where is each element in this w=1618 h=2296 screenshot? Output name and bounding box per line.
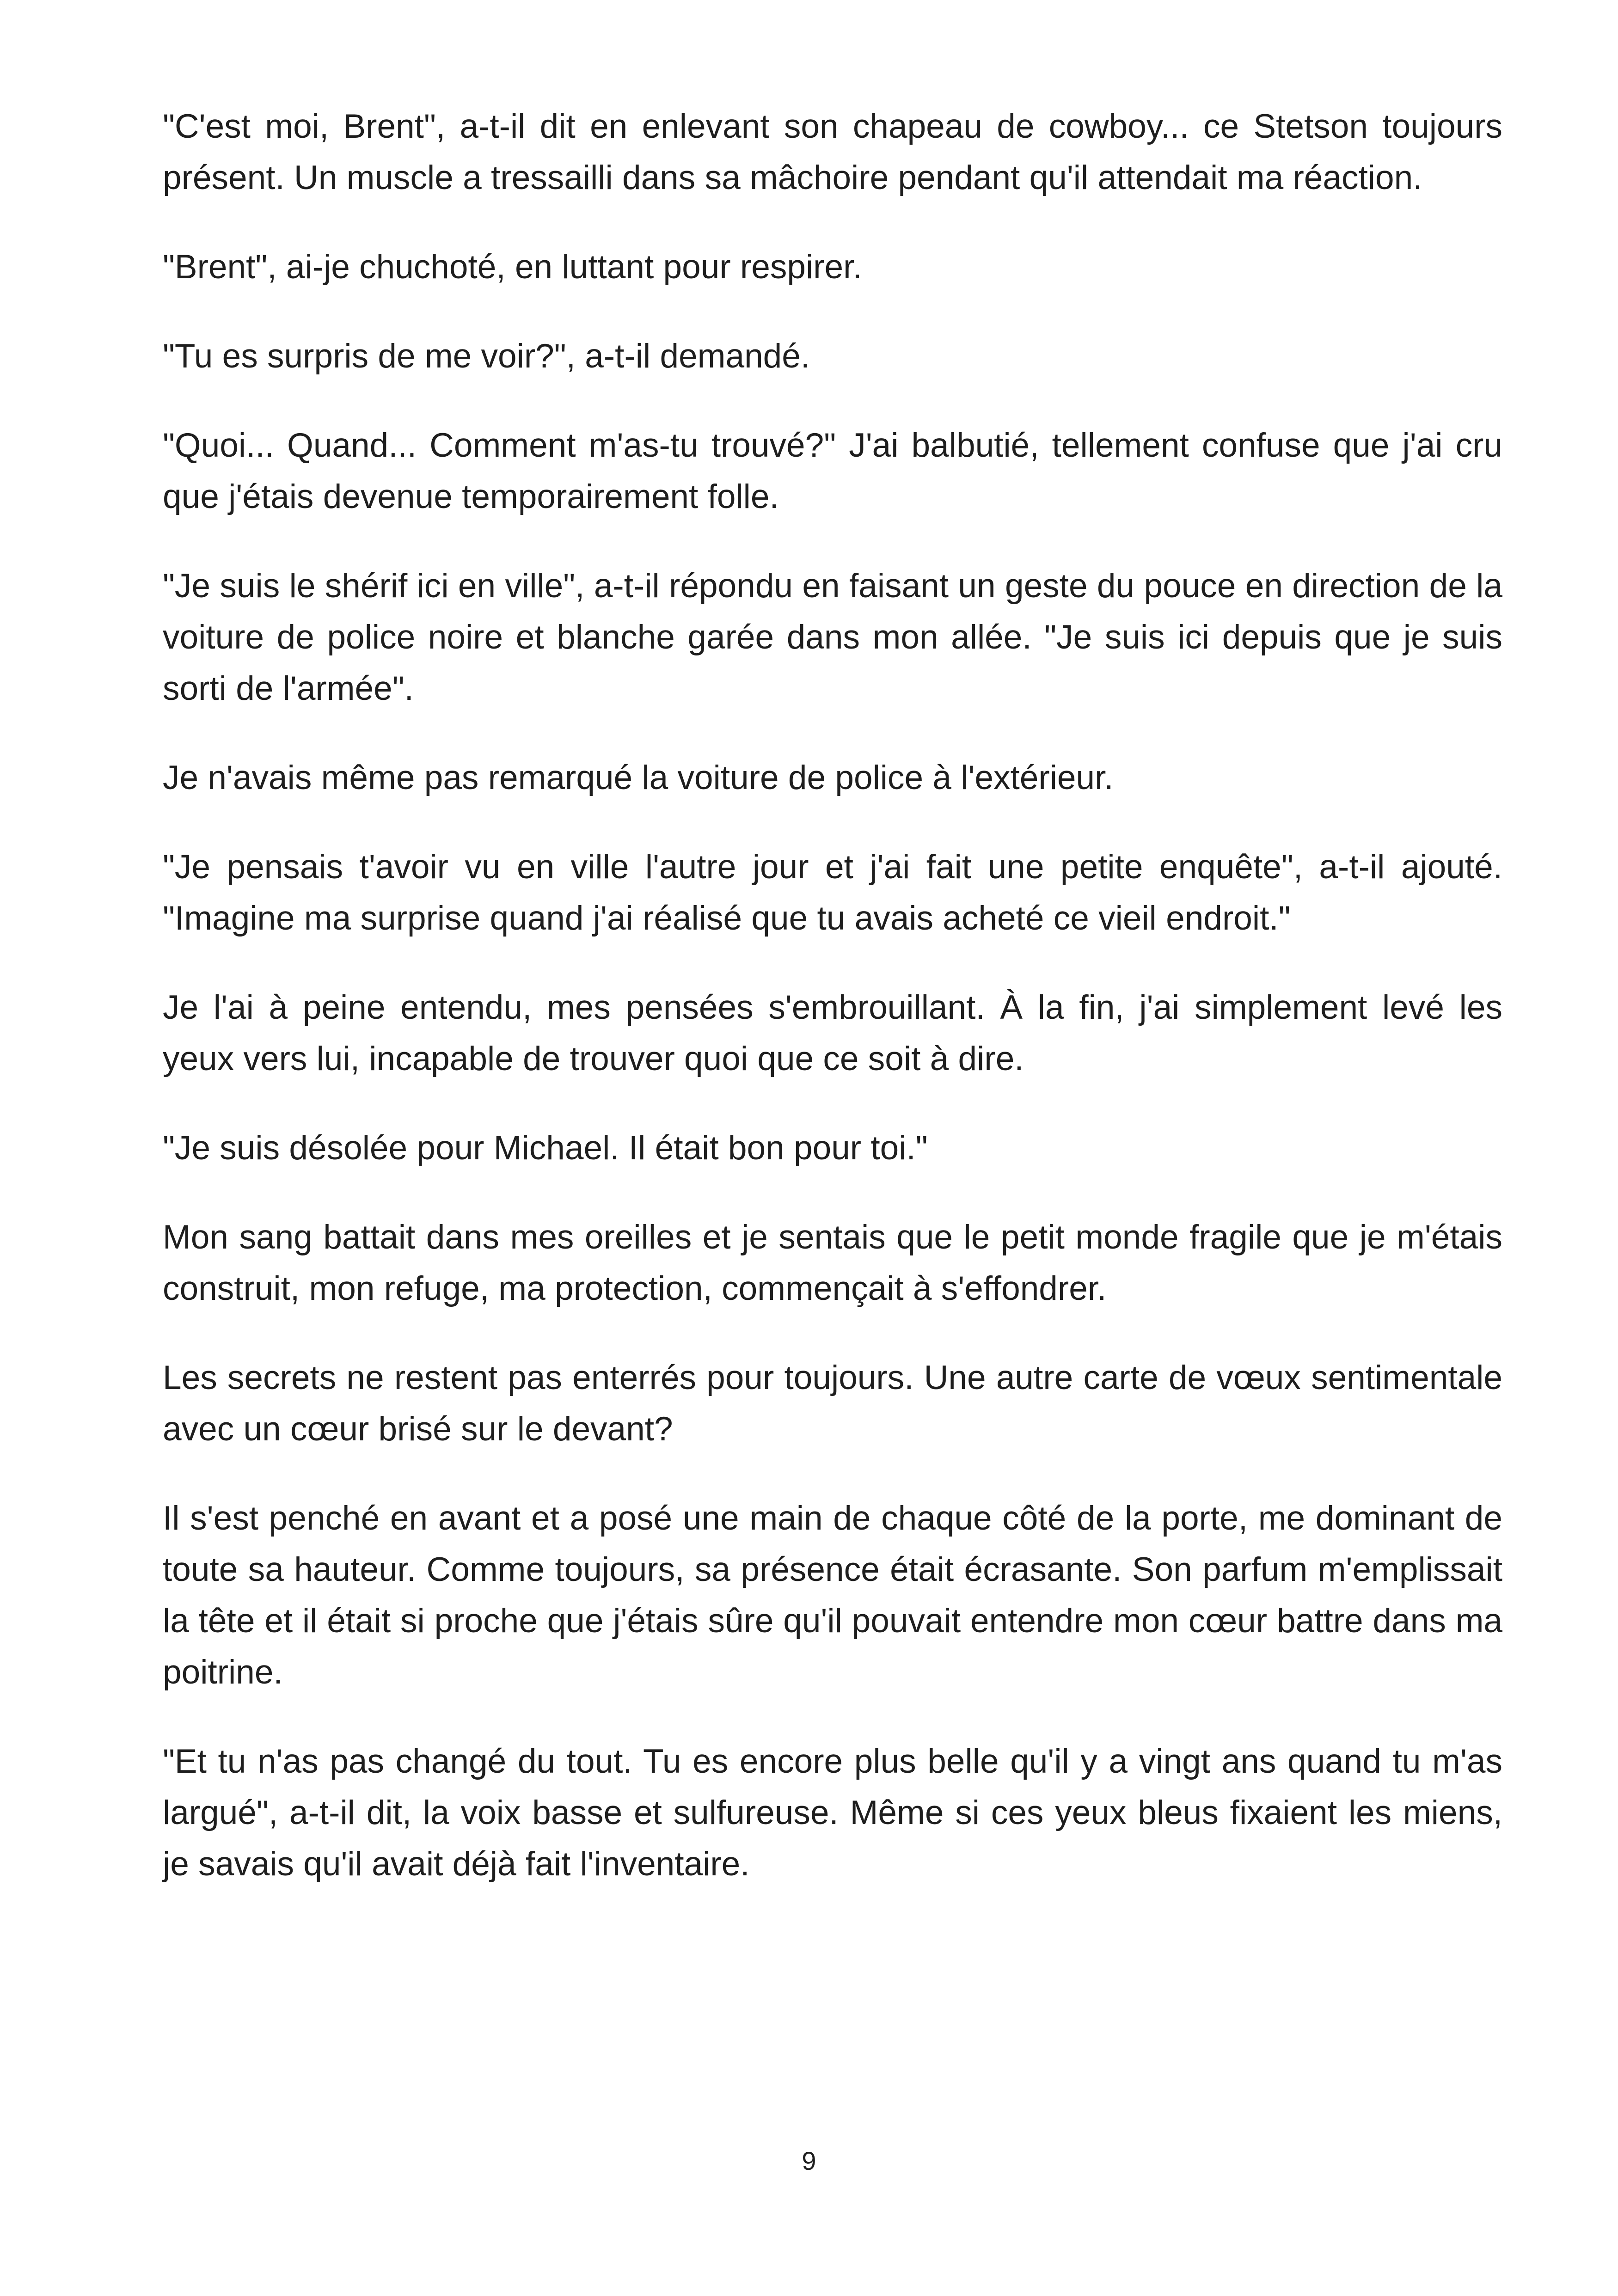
paragraph: Je n'avais même pas remarqué la voiture de police à l'extérieur.: [163, 759, 1114, 796]
paragraph: Mon sang battait dans mes oreilles et je sentais que le petit monde fragile que je m'étais construit, mon refuge, ma protection, commençait à s'effondrer.: [163, 1218, 1502, 1307]
paragraph: "Quoi... Quand... Comment m'as-tu trouvé?" J'ai balbutié, tellement confuse que j'ai cru que j'étais devenue temporairement folle.: [163, 427, 1502, 515]
paragraph: "Brent", ai-je chuchoté, en luttant pour respirer.: [163, 248, 862, 286]
paragraph: "Tu es surpris de me voir?", a-t-il demandé.: [163, 337, 810, 375]
paragraph: Il s'est penché en avant et a posé une main de chaque côté de la porte, me dominant de toute sa hauteur. Comme toujours, sa présence était écrasante. Son parfum m'emplissait la tête et il était si proche que j'étais sûre qu'il pouvait entendre mon cœur battre dans ma poitrine.: [163, 1500, 1502, 1691]
paragraph: "Et tu n'as pas changé du tout. Tu es encore plus belle qu'il y a vingt ans quand tu m'as largué", a-t-il dit, la voix basse et sulfureuse. Même si ces yeux bleus fixaient les miens, je savais qu'il avait déjà fait l'inventaire.: [163, 1743, 1502, 1883]
paragraph: Je l'ai à peine entendu, mes pensées s'embrouillant. À la fin, j'ai simplement levé les yeux vers lui, incapable de trouver quoi que ce soit à dire.: [163, 989, 1502, 1078]
paragraph: Les secrets ne restent pas enterrés pour toujours. Une autre carte de vœux sentimentale avec un cœur brisé sur le devant?: [163, 1359, 1502, 1448]
paragraph: "Je suis désolée pour Michael. Il était bon pour toi.": [163, 1129, 928, 1167]
text-body: [163, 101, 1502, 1928]
page-number: 9: [802, 2146, 816, 2175]
paragraph: "Je suis le shérif ici en ville", a-t-il répondu en faisant un geste du pouce en direction de la voiture de police noire et blanche garée dans mon allée. "Je suis ici depuis que je suis sorti de l'armée".: [163, 567, 1502, 707]
paragraph: "C'est moi, Brent", a-t-il dit en enlevant son chapeau de cowboy... ce Stetson toujours présent. Un muscle a tressailli dans sa mâchoire pendant qu'il attendait ma réaction.: [163, 108, 1502, 196]
paragraph: "Je pensais t'avoir vu en ville l'autre jour et j'ai fait une petite enquête", a-t-il ajouté. "Imagine ma surprise quand j'ai réalisé que tu avais acheté ce vieil endroit.": [163, 848, 1502, 937]
